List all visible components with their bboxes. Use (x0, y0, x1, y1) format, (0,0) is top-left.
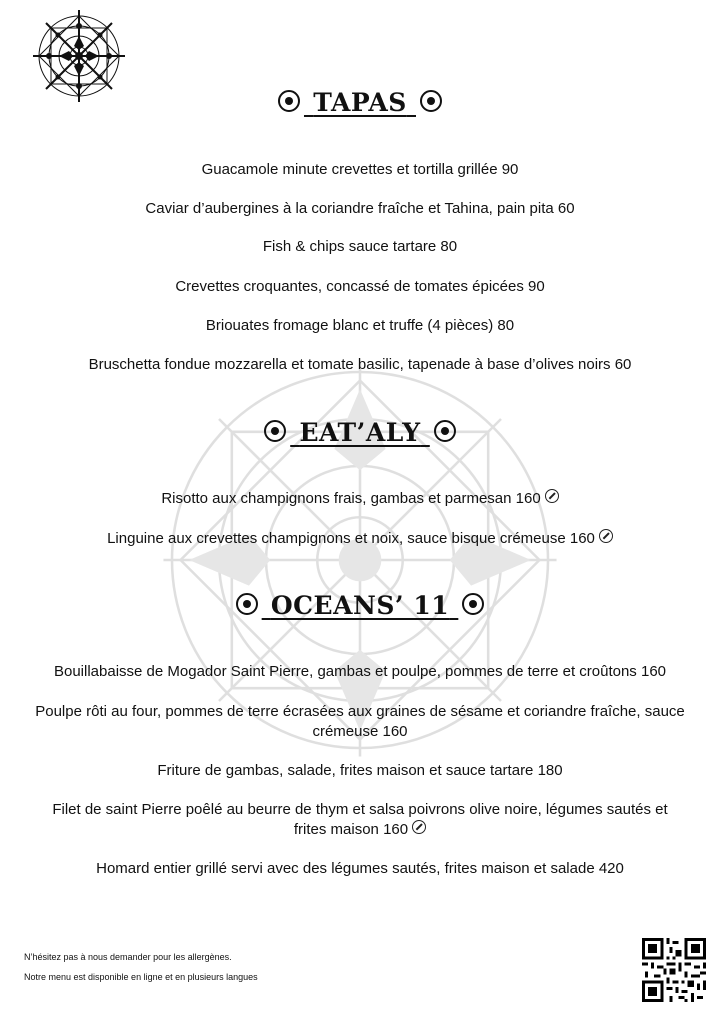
circled-dot-icon (434, 420, 456, 442)
menu-item: Crevettes croquantes, concassé de tomates épicées 90 (175, 278, 545, 295)
allergen-note: N’hésitez pas à nous demander pour les allergènes. (24, 952, 232, 962)
circled-dot-icon (264, 420, 286, 442)
menu-item: Friture de gambas, salade, frites maison et sauce tartare 180 (157, 762, 563, 779)
menu-item: Guacamole minute crevettes et tortilla grillée 90 (201, 161, 519, 178)
vegetarian-icon (599, 529, 613, 543)
menu-item: Bruschetta fondue mozzarella et tomate basilic, tapenade à base d’olives noirs 60 (88, 356, 632, 373)
section-heading-oceans (0, 591, 720, 620)
menu-item: Homard entier grillé servi avec des légumes sautés, frites maison et salade 420 (96, 860, 624, 877)
menu-item: Filet de saint Pierre poêlé au beurre de thym et salsa poivrons olive noire, légumes sautés et frites maison 160 (52, 801, 668, 838)
menu-item: Briouates fromage blanc et truffe (4 pièces) 80 (205, 317, 515, 334)
menu-item: Linguine aux crevettes champignons et noix, sauce bisque crémeuse 160 (20, 529, 700, 549)
section-title: EAT’ALY (299, 418, 421, 447)
online-menu-note: Notre menu est disponible en ligne et en plusieurs langues (24, 972, 258, 982)
circled-dot-icon (278, 90, 300, 112)
menu-item: Caviar d’aubergines à la coriandre fraîche et Tahina, pain pita 60 (145, 200, 575, 217)
section-heading-tapas (0, 88, 720, 117)
menu-item: Bouillabaisse de Mogador Saint Pierre, gambas et poulpe, pommes de terre et croûtons 160 (53, 663, 667, 680)
menu-item: Risotto aux champignons frais, gambas et parmesan 160 (20, 489, 700, 509)
qr-code[interactable] (642, 938, 706, 1002)
vegetarian-icon (545, 489, 559, 503)
menu-item: Fish & chips sauce tartare 80 (262, 238, 458, 255)
menu-item: Poulpe rôti au four, pommes de terre écrasées aux graines de sésame et coriandre fraîche, sauce crémeuse 160 (35, 703, 685, 740)
vegetarian-icon (412, 820, 426, 834)
section-heading-eataly (0, 418, 720, 447)
circled-dot-icon (236, 593, 258, 615)
section-title: TAPAS (313, 88, 407, 117)
circled-dot-icon (462, 593, 484, 615)
circled-dot-icon (420, 90, 442, 112)
section-title: OCEANS’ 11 (270, 591, 450, 620)
